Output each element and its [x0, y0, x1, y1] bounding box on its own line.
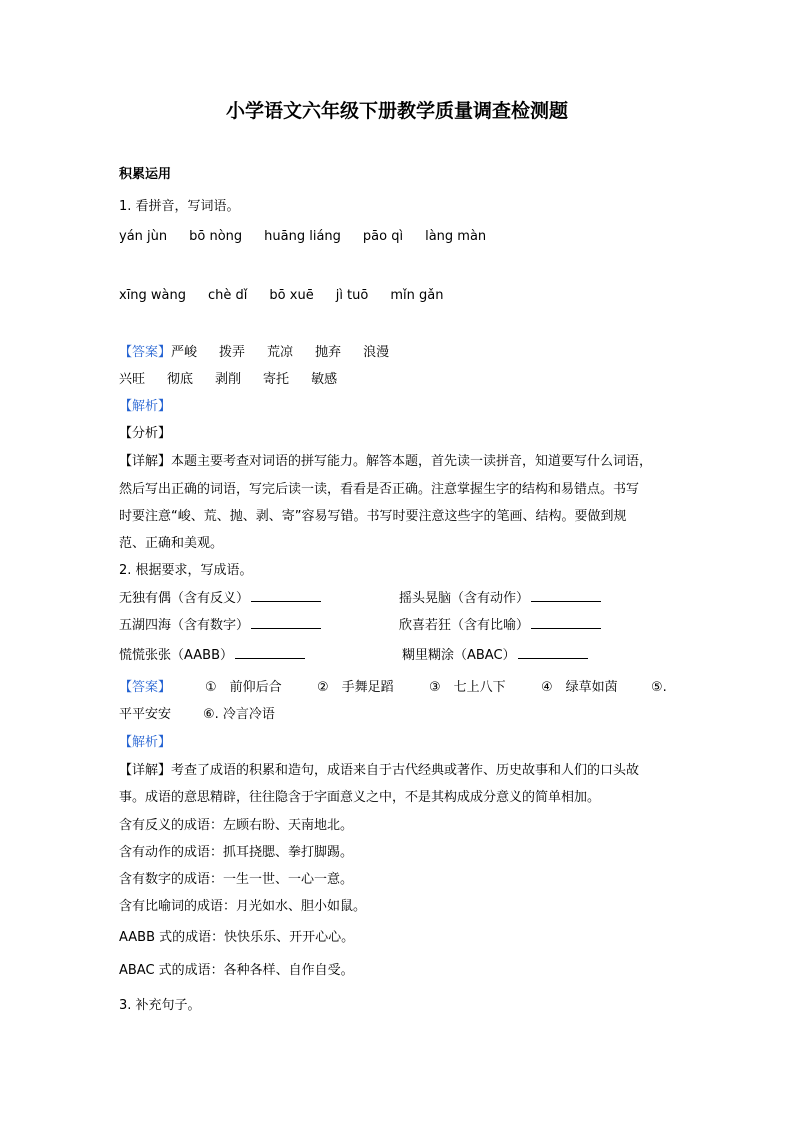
pinyin-item: bō xuē: [269, 288, 314, 303]
pinyin-item: pāo qì: [362, 229, 404, 244]
q1-prompt: 1. 看拼音，写词语。: [119, 199, 240, 214]
q2-analysis-tag: 【解析】: [119, 735, 172, 750]
pinyin-item: chè dǐ: [208, 288, 248, 303]
answer-option: ⑤.: [651, 680, 667, 695]
answer-blank: [531, 616, 601, 629]
q1-analysis-tag: 【解析】: [119, 399, 172, 414]
q2-item-right: [402, 646, 588, 666]
answer-option: ⑥. 冷言冷语: [203, 707, 275, 722]
pinyin-item: bō nòng: [189, 229, 243, 244]
q1-detail-line-4: 范、正确和美观。: [119, 536, 224, 551]
answer-word: 寄托: [263, 372, 290, 387]
q2-example: 含有数字的成语：一生一世、一心一意。: [119, 872, 354, 887]
q1-fenxi-tag: 【分析】: [119, 426, 172, 441]
answer-option: ① 前仰后合: [205, 680, 282, 695]
answer-word: 荒凉: [267, 345, 294, 360]
answer-blank: [251, 616, 321, 629]
detail-text: 本题主要考查对词语的拼写能力。解答本题，首先读一读拼音，知道要写什么词语，: [171, 454, 653, 469]
q2-example: 含有比喻词的成语：月光如水、胆小如鼠。: [119, 899, 367, 914]
answer-word: 彻底: [167, 372, 194, 387]
q2-detail-line-1: [119, 761, 639, 781]
answer-word: 剥削: [215, 372, 242, 387]
q1-detail-line-3: 时要注意“峻、荒、抛、剥、寄”容易写错。书写时要注意这些字的笔画、结构。要做到规: [119, 509, 627, 524]
q1-answer-row-2: [119, 370, 359, 390]
q2-item-label: 摇头晃脑（含有动作）: [399, 591, 530, 606]
q2-item-left: [119, 646, 305, 666]
q2-item-right: [399, 589, 601, 609]
pinyin-item: yán jùn: [119, 229, 168, 244]
q2-item-label: 慌慌张张（AABB）: [119, 648, 233, 663]
q2-item-label: 糊里糊涂（ABAC）: [402, 648, 516, 663]
q2-item-label: 五湖四海（含有数字）: [119, 618, 250, 633]
q2-example: 含有动作的成语：抓耳挠腮、拳打脚踢。: [119, 845, 354, 860]
answer-word: 拨弄: [219, 345, 246, 360]
pinyin-item: làng màn: [425, 229, 487, 244]
detail-text: 考查了成语的积累和造句，成语来自于古代经典或著作、历史故事和人们的口头故: [171, 763, 640, 778]
q2-example: 含有反义的成语：左顾右盼、天南地北。: [119, 818, 354, 833]
q2-answer-row-2: [119, 705, 275, 725]
answer-word: 浪漫: [363, 345, 390, 360]
answer-tag: 【答案】: [119, 345, 172, 360]
section-heading: 积累运用: [119, 167, 172, 182]
answer-tag: 【答案】: [119, 680, 172, 695]
q2-prompt: 2. 根据要求，写成语。: [119, 563, 253, 578]
detail-tag: 【详解】: [119, 454, 172, 469]
pinyin-item: jì tuō: [335, 288, 369, 303]
answer-option: ③ 七上八下: [429, 680, 506, 695]
q1-pinyin-row-1: [119, 227, 508, 247]
answer-word: 敏感: [311, 372, 338, 387]
q1-detail-line-1: [119, 452, 652, 472]
answer-word: 严峻: [171, 345, 198, 360]
answer-word: 兴旺: [119, 372, 146, 387]
pinyin-item: mǐn gǎn: [390, 288, 444, 303]
answer-blank: [518, 646, 588, 659]
page-title: 小学语文六年级下册教学质量调查检测题: [225, 100, 568, 122]
pinyin-item: huāng liáng: [264, 229, 341, 244]
answer-blank: [235, 646, 305, 659]
q2-detail-line-2: 事。成语的意思精辟，往往隐含于字面意义之中，不是其构成成分意义的简单相加。: [119, 790, 601, 805]
answer-blank: [251, 589, 321, 602]
answer-word: 抛弃: [315, 345, 342, 360]
answer-option: ② 手舞足蹈: [317, 680, 394, 695]
q2-item-left: [119, 589, 321, 609]
q1-detail-line-2: 然后写出正确的词语，写完后读一读，看看是否正确。注意掌握生字的结构和易错点。书写: [119, 482, 640, 497]
q2-example: AABB 式的成语：快快乐乐、开开心心。: [119, 930, 355, 945]
q3-prompt: 3. 补充句子。: [119, 998, 201, 1013]
answer-option: ④ 绿草如茵: [541, 680, 618, 695]
q2-item-right: [399, 616, 601, 636]
pinyin-item: xīng wàng: [119, 288, 187, 303]
q2-item-label: 欣喜若狂（含有比喻）: [399, 618, 530, 633]
q2-item-label: 无独有偶（含有反义）: [119, 591, 250, 606]
q2-item-left: [119, 616, 321, 636]
answer-blank: [531, 589, 601, 602]
q1-pinyin-row-2: [119, 286, 465, 306]
q2-answer-row-1: [119, 678, 667, 698]
q2-example: ABAC 式的成语：各种各样、自作自受。: [119, 963, 354, 978]
q1-answer-row-1: [119, 343, 411, 363]
answer-option: 平平安安: [119, 707, 172, 722]
detail-tag: 【详解】: [119, 763, 172, 778]
